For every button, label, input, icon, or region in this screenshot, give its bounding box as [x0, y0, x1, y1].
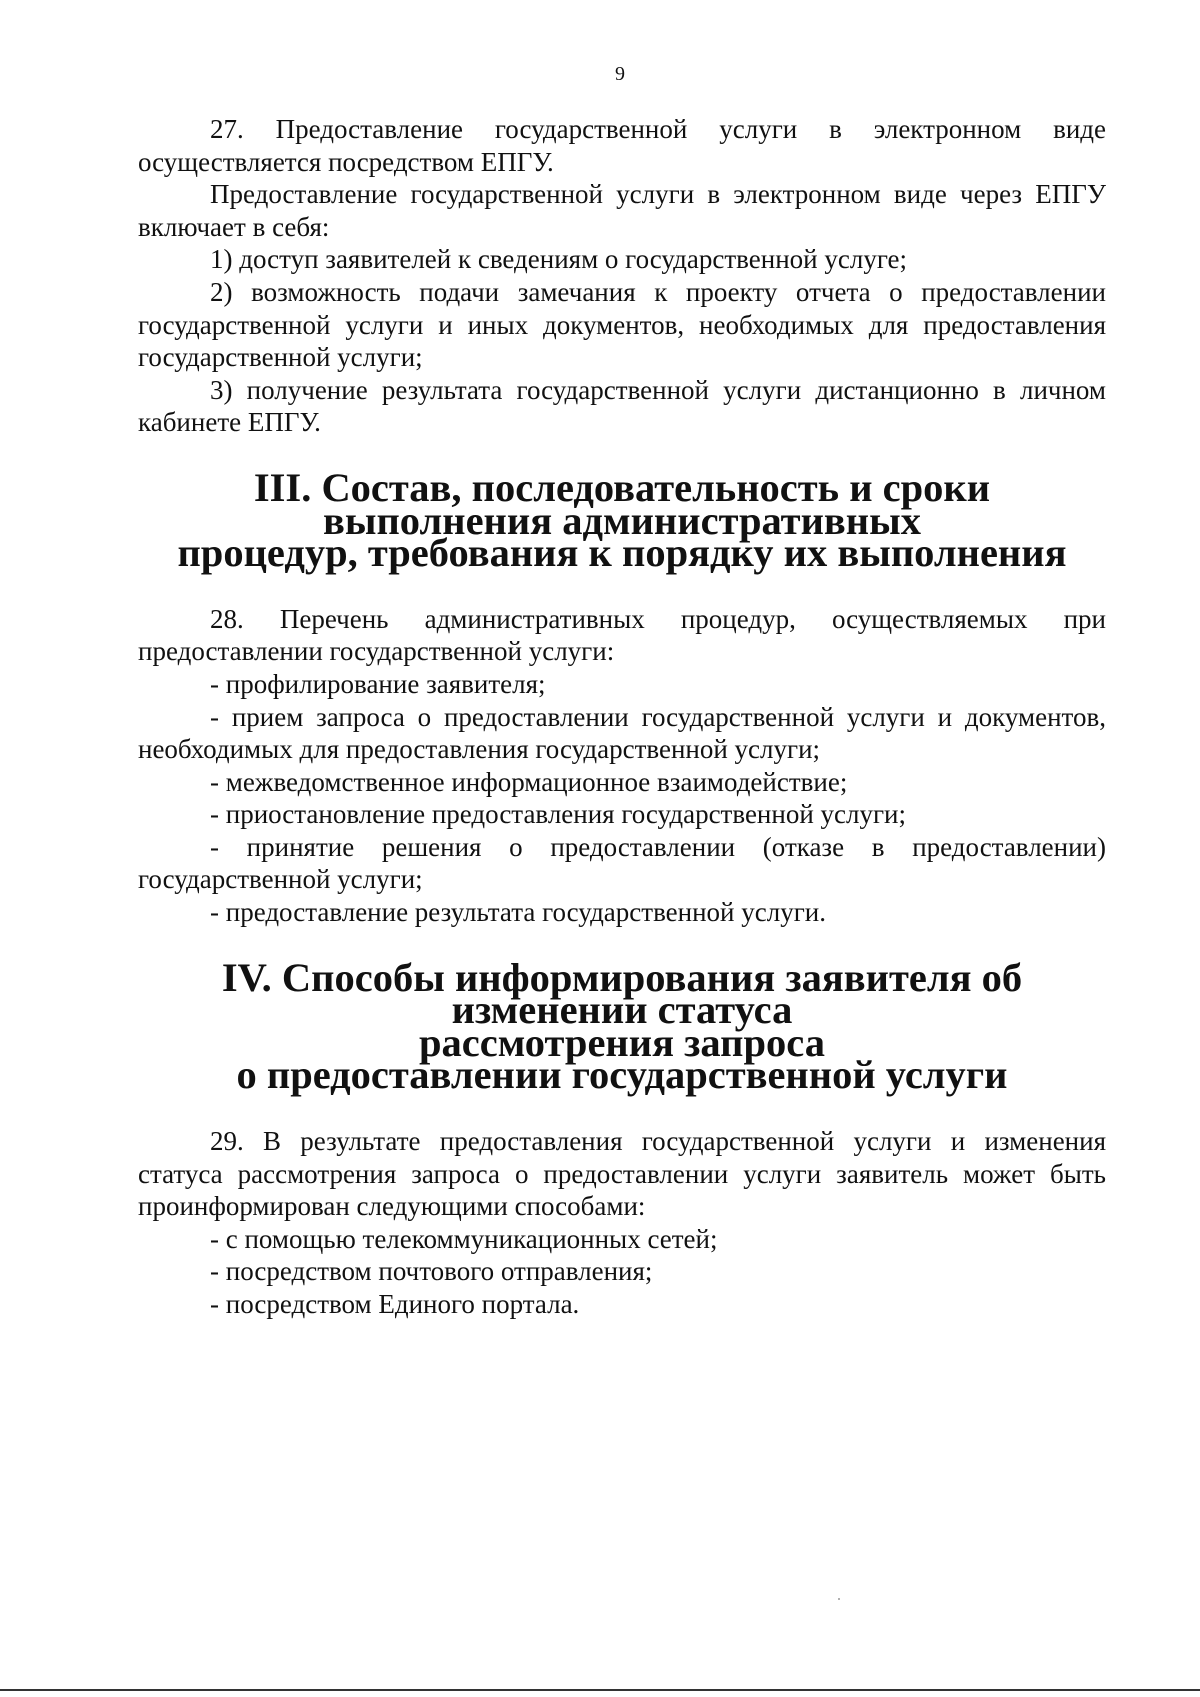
- paragraph-28-item-3: - межведомственное информационное взаимодействие;: [210, 766, 848, 797]
- paragraph-27-item-1: 1) доступ заявителей к сведениям о государственной услуге;: [210, 244, 908, 275]
- paragraph-28-item-6: - предоставление результата государственной услуги.: [210, 897, 826, 928]
- paragraph-28-item-2: - прием запроса о предоставлении государственной услуги и документов, необходимых для предоставления государственной услуги;: [138, 701, 1106, 765]
- paragraph-27-item-3: 3) получение результата государственной услуги дистанционно в личном кабинете ЕПГУ.: [138, 374, 1106, 438]
- paragraph-29-intro: 29. В результате предоставления государственной услуги и изменения статуса рассмотрения запроса о предоставлении услуги заявитель может быть проинформирован следующими способами:: [138, 1126, 1106, 1222]
- scan-speck: [838, 1598, 840, 1600]
- section-4-heading-line-3: о предоставлении государственной услуги: [236, 1052, 1008, 1098]
- paragraph-28-intro: 28. Перечень административных процедур, осуществляемых при предоставлении государственной услуги:: [138, 603, 1106, 667]
- section-4-heading-line-2: рассмотрения запроса: [419, 1019, 825, 1065]
- paragraph-28-item-4: - приостановление предоставления государственной услуги;: [210, 799, 907, 830]
- paragraph-27-item-2: 2) возможность подачи замечания к проекту отчета о предоставлении государственной услуги и иных документов, необходимых для предоставления государственной услуги;: [138, 276, 1106, 373]
- paragraph-27-lead: Предоставление государственной услуги в электронном виде через ЕПГУ включает в себя:: [138, 179, 1106, 242]
- section-4-heading: [138, 954, 1106, 1098]
- paragraph-28-item-1: - профилирование заявителя;: [210, 668, 546, 699]
- document-body: [138, 113, 1106, 1321]
- page-number: 9: [615, 63, 625, 85]
- paragraph-29-item-2: - посредством почтового отправления;: [210, 1256, 653, 1287]
- section-3-heading: [138, 464, 1106, 576]
- section-3-heading-line-1: III. Состав, последовательность и сроки выполнения административных: [253, 464, 991, 543]
- paragraph-29-item-1: - с помощью телекоммуникационных сетей;: [210, 1223, 718, 1254]
- paragraph-27-intro: 27. Предоставление государственной услуги в электронном виде осуществляется посредством ЕПГУ.: [138, 114, 1106, 177]
- paragraph-29-item-3: - посредством Единого портала.: [210, 1289, 580, 1319]
- section-3-heading-line-2: процедур, требования к порядку их выполнения: [177, 530, 1067, 576]
- paragraph-28-item-5: - принятие решения о предоставлении (отказе в предоставлении) государственной услуги;: [138, 831, 1106, 895]
- scan-bottom-edge: [0, 1689, 1200, 1691]
- section-4-heading-line-1: IV. Способы информирования заявителя об изменении статуса: [221, 954, 1023, 1033]
